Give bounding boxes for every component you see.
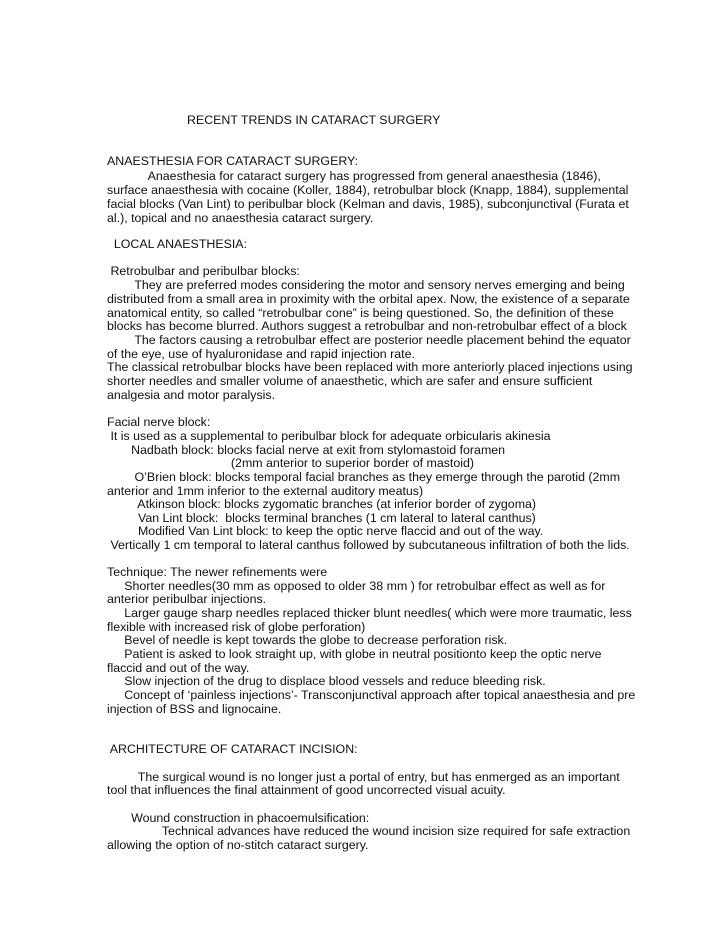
text-line: Van Lint block: blocks terminal branches (1 cm lateral to lateral canthus) [107, 511, 536, 525]
text-line: shorter needles and smaller volume of anaesthetic, which are safer and ensure sufficient [107, 374, 593, 388]
text-line: Shorter needles(30 mm as opposed to older 38 mm ) for retrobulbar effect as well as for [107, 579, 606, 593]
text-line: Larger gauge sharp needles replaced thicker blunt needles( which were more traumatic, less [107, 606, 632, 620]
text-line: blocks has become blurred. Authors suggest a retrobulbar and non-retrobulbar effect of a block [107, 319, 627, 333]
text-line: It is used as a supplemental to peribulbar block for adequate orbicularis akinesia [107, 429, 551, 443]
page-title: RECENT TRENDS IN CATARACT SURGERY [187, 113, 441, 127]
text-line: flexible with increased risk of globe perforation) [107, 620, 366, 634]
text-line: tool that influences the final attainment of good uncorrected visual acuity. [107, 783, 506, 797]
subheading-facial-nerve-block: Facial nerve block: [107, 415, 211, 429]
text-line: O’Brien block: blocks temporal facial branches as they emerge through the parotid (2mm [107, 470, 621, 484]
section-heading-anaesthesia: ANAESTHESIA FOR CATARACT SURGERY: [107, 154, 359, 168]
text-line: distributed from a small area in proximity with the orbital apex. Now, the existence of a separate [107, 292, 630, 306]
subheading-wound-construction: Wound construction in phacoemulsification: [107, 811, 370, 825]
text-line: allowing the option of no-stitch cataract surgery. [107, 838, 369, 852]
text-line: Slow injection of the drug to displace blood vessels and reduce bleeding risk. [107, 674, 546, 688]
text-line: injection of BSS and lignocaine. [107, 702, 282, 716]
text-line: Modified Van Lint block: to keep the optic nerve flaccid and out of the way. [107, 524, 544, 538]
text-line: Nadbath block: blocks facial nerve at exit from stylomastoid foramen [107, 443, 506, 457]
text-line: al.), topical and no anaesthesia cataract surgery. [107, 211, 374, 225]
text-line: Bevel of needle is kept towards the globe to decrease perforation risk. [107, 633, 508, 647]
text-line: surface anaesthesia with cocaine (Koller, 1884), retrobulbar block (Knapp, 1884), supplemental [107, 183, 629, 197]
text-line: Patient is asked to look straight up, with globe in neutral positionto keep the optic nerve [107, 647, 602, 661]
text-line: The factors causing a retrobulbar effect are posterior needle placement behind the equator [107, 333, 631, 347]
text-line: analgesia and motor paralysis. [107, 388, 276, 402]
text-line: Anaesthesia for cataract surgery has progressed from general anaesthesia (1846), [107, 169, 601, 183]
text-line: Atkinson block: blocks zygomatic branches (at inferior border of zygoma) [107, 497, 537, 511]
text-line: anatomical entity, so called “retrobulbar cone” is being questioned. So, the definition of these [107, 306, 614, 320]
text-line: of the eye, use of hyaluronidase and rapid injection rate. [107, 347, 415, 361]
subheading-technique: Technique: The newer refinements were [107, 565, 328, 579]
text-line: Technical advances have reduced the wound incision size required for safe extraction [107, 824, 631, 838]
text-line: The surgical wound is no longer just a portal of entry, but has enmerged as an important [107, 770, 620, 784]
text-line: anterior and 1mm inferior to the external auditory meatus) [107, 484, 424, 498]
text-line: (2mm anterior to superior border of mastoid) [107, 456, 475, 470]
text-line: Concept of ‘painless injections’- Transconjunctival approach after topical anaesthesia and pre [107, 688, 636, 702]
text-line: facial blocks (Van Lint) to peribulbar block (Kelman and davis, 1985), subconjunctival (Furata et [107, 197, 629, 211]
text-line: flaccid and out of the way. [107, 661, 250, 675]
text-line: anterior peribulbar injections. [107, 592, 267, 606]
text-line: The classical retrobulbar blocks have been replaced with more anteriorly placed injections using [107, 360, 633, 374]
text-line: They are preferred modes considering the motor and sensory nerves emerging and being [107, 278, 625, 292]
subheading-retrobulbar: Retrobulbar and peribulbar blocks: [107, 264, 300, 278]
text-line: Vertically 1 cm temporal to lateral canthus followed by subcutaneous infiltration of both the lids. [107, 538, 630, 552]
section-heading-architecture: ARCHITECTURE OF CATARACT INCISION: [107, 742, 358, 756]
section-heading-local-anaesthesia: LOCAL ANAESTHESIA: [107, 237, 248, 251]
